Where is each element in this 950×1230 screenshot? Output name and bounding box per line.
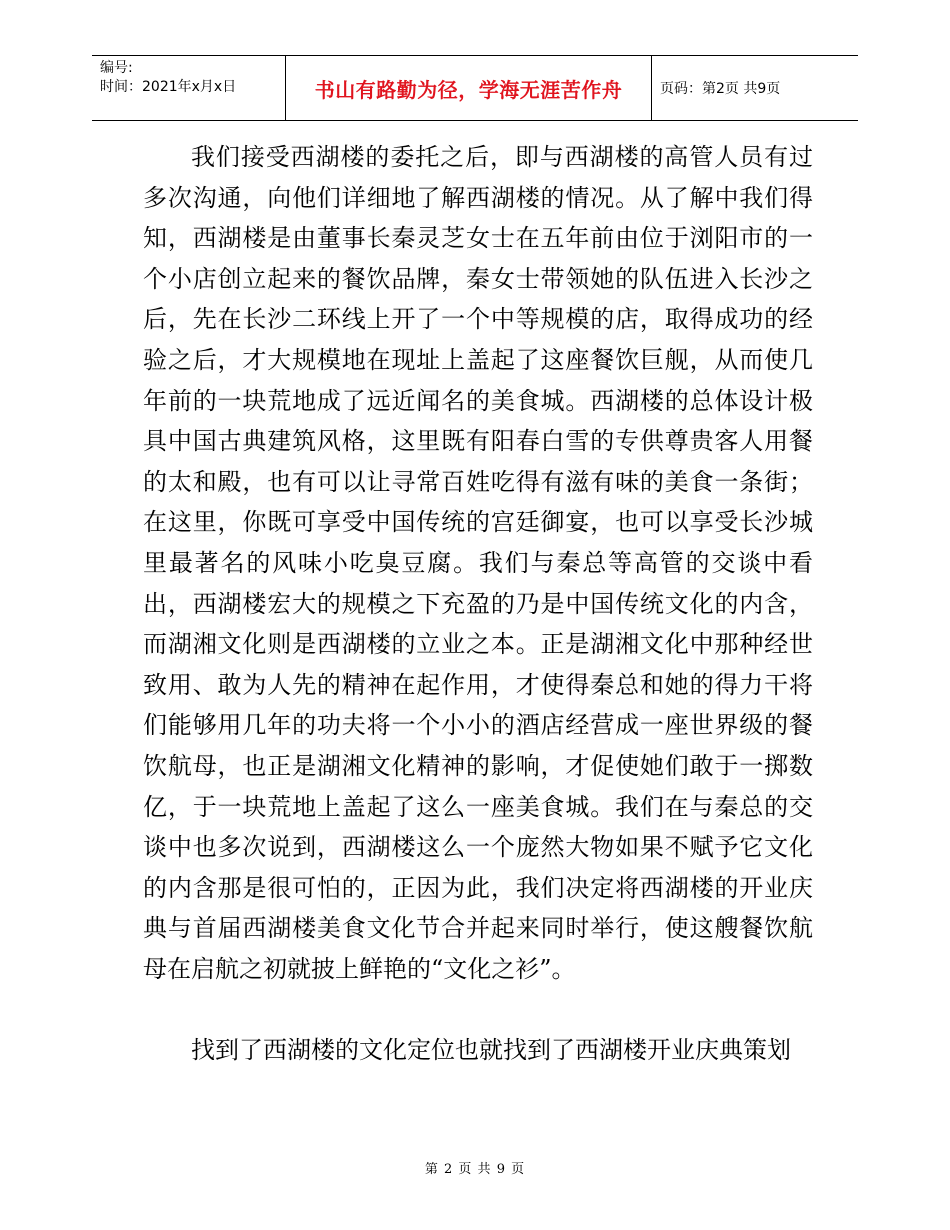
header-motto: 书山有路勤为径，学海无涯苦作舟 (285, 56, 652, 120)
body-paragraph-2: 找到了西湖楼的文化定位也就找到了西湖楼开业庆典策划 (191, 1036, 791, 1065)
page-footer: 第 2 页 共 9 页 (424, 1162, 526, 1177)
document-body (143, 137, 813, 1071)
page-header (92, 55, 858, 121)
document-time: 时间：2021年x月x日 (100, 79, 237, 95)
header-meta (92, 56, 285, 120)
document-number-label: 编号: (100, 60, 133, 76)
body-paragraph-1: 我们接受西湖楼的委托之后，即与西湖楼的高管人员有过多次沟通，向他们详细地了解西湖楼的情况。从了解中我们得知，西湖楼是由董事长秦灵芝女士在五年前由位于浏阳市的一个小店创立起来的餐饮品牌，秦女士带领她的队伍进入长沙之后，先在长沙二环线上开了一个中等规模的店，取得成功的经验之后，才大规模地在现址上盖起了这座餐饮巨舰，从而使几年前的一块荒地成了远近闻名的美食城。西湖楼的总体设计极具中国古典建筑风格，这里既有阳春白雪的专供尊贵客人用餐的太和殿，也有可以让寻常百姓吃得有滋有味的美食一条街；在这里，你既可享受中国传统的宫廷御宴，也可以享受长沙城里最著名的风味小吃臭豆腐。我们与秦总等高管的交谈中看出，西湖楼宏大的规模之下充盈的乃是中国传统文化的内含，而湖湘文化则是西湖楼的立业之本。正是湖湘文化中那种经世致用、敢为人先的精神在起作用，才使得秦总和她的得力干将们能够用几年的功夫将一个小小的酒店经营成一座世界级的餐饮航母，也正是湖湘文化精神的影响，才促使她们敢于一掷数亿，于一块荒地上盖起了这么一座美食城。我们在与秦总的交谈中也多次说到，西湖楼这么一个庞然大物如果不赋予它文化的内含那是很可怕的，正因为此，我们决定将西湖楼的开业庆典与首届西湖楼美食文化节合并起来同时举行，使这艘餐饮航母在启航之初就披上鲜艳的“文化之衫”。 (143, 143, 813, 983)
header-page-info: 页码：第2页 共9页 (660, 81, 781, 97)
